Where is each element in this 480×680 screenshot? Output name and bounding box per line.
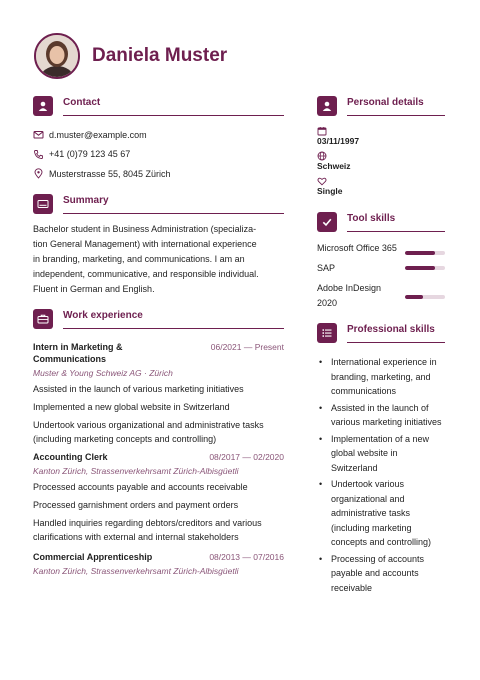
tool-level-bar <box>405 295 445 299</box>
phone-icon <box>33 149 44 160</box>
job-bullet: Processed garnishment orders and payment orders <box>33 499 239 510</box>
work-section-header <box>33 309 284 334</box>
nationality-value: Schweiz <box>317 161 351 171</box>
birthdate-item <box>317 126 445 147</box>
professional-skill-item: • International experience in branding, marketing, and communications <box>317 355 445 399</box>
tools-title: Tool skills <box>347 213 396 224</box>
professional-title: Professional skills <box>347 324 435 335</box>
tool-level-bar <box>405 251 445 255</box>
tool-level-fill <box>405 251 435 255</box>
id-card-icon <box>33 194 53 214</box>
contact-address <box>33 164 284 184</box>
tool-name: Adobe InDesign 2020 <box>317 283 382 308</box>
professional-section-header <box>317 323 445 348</box>
professional-skill-item: • Implementation of a new global website in Switzerland <box>317 432 445 476</box>
job-title: Accounting Clerk <box>33 451 108 462</box>
email-text: d.muster@example.com <box>49 129 147 140</box>
professional-skill-item: • Processing of accounts payable and accounts receivable <box>317 552 445 596</box>
job-entry <box>33 451 284 544</box>
job-entry <box>33 341 284 446</box>
tool-level-fill <box>405 295 423 299</box>
job-dates: 08/2017 — 02/2020 <box>209 451 284 462</box>
status-value: Single <box>317 186 343 196</box>
tools-list <box>317 241 445 311</box>
work-title: Work experience <box>63 309 143 321</box>
candidate-name: Daniela Muster <box>92 45 228 66</box>
tool-row <box>317 261 445 276</box>
list-icon <box>317 323 337 343</box>
nationality-item <box>317 151 445 172</box>
job-dates: 06/2021 — Present <box>210 341 284 352</box>
summary-title: Summary <box>63 194 109 206</box>
summary-line: tion General Management) with international experience <box>33 238 257 249</box>
job-bullet: Undertook various organizational and administrative tasks (including marketing concepts and controlling) <box>33 419 264 444</box>
calendar-icon <box>317 126 327 136</box>
map-pin-icon <box>33 168 44 179</box>
personal-title: Personal details <box>347 97 424 108</box>
summary-line: Bachelor student in Business Administration (specializa- <box>33 223 257 234</box>
summary-text <box>33 222 284 297</box>
job-bullet: Handled inquiries regarding debtors/creditors and various clarifications with external and internal stakeholders <box>33 517 262 542</box>
tool-row <box>317 241 445 256</box>
contact-section-header <box>33 96 284 121</box>
tool-name: SAP <box>317 263 336 273</box>
job-company: Kanton Zürich, Strassenverkehrsamt Zürich-Albisgüetli <box>33 565 239 576</box>
contact-phone[interactable] <box>33 145 284 165</box>
profile-photo-image <box>36 35 78 77</box>
contact-title: Contact <box>63 97 101 108</box>
job-bullet: Assisted in the launch of various marketing initiatives <box>33 383 244 394</box>
job-company: Muster & Young Schweiz AG · Zürich <box>33 367 173 378</box>
profile-photo <box>34 33 80 79</box>
globe-icon <box>317 151 327 161</box>
tool-level-fill <box>405 266 435 270</box>
heart-icon <box>317 176 327 186</box>
job-dates: 08/2013 — 07/2016 <box>209 551 284 562</box>
job-company: Kanton Zürich, Strassenverkehrsamt Zürich-Albisgüetli <box>33 465 239 476</box>
tools-section-header <box>317 212 445 237</box>
contact-list <box>33 125 284 184</box>
left-column <box>33 96 284 577</box>
summary-section-header <box>33 194 284 219</box>
professional-skill-item: • Assisted in the launch of various marketing initiatives <box>317 401 445 430</box>
address-text: Musterstrasse 55, 8045 Zürich <box>49 168 171 179</box>
check-icon <box>317 212 337 232</box>
job-title: Commercial Apprenticeship <box>33 551 153 562</box>
job-title: Intern in Marketing & Communications <box>33 341 123 364</box>
summary-line: in branding, marketing, and communications. I am an <box>33 253 245 264</box>
job-bullet: Processed accounts payable and accounts receivable <box>33 481 248 492</box>
summary-line: independent, communicative, and responsible individual. <box>33 268 259 279</box>
tool-name: Microsoft Office 365 <box>317 243 397 253</box>
job-entry <box>33 551 284 577</box>
resume-header <box>34 33 227 79</box>
personal-section-header <box>317 96 445 121</box>
tool-level-bar <box>405 266 445 270</box>
user-icon <box>317 96 337 116</box>
birthdate-value: 03/11/1997 <box>317 136 360 146</box>
tool-row <box>317 281 445 311</box>
contact-email[interactable] <box>33 125 284 145</box>
briefcase-icon <box>33 309 53 329</box>
professional-skill-item: • Undertook various organizational and administrative tasks (including marketing concepts and controlling) <box>317 477 445 550</box>
right-column <box>317 96 445 595</box>
phone-text: +41 (0)79 123 45 67 <box>49 149 131 160</box>
status-item <box>317 176 445 197</box>
envelope-icon <box>33 129 44 140</box>
personal-list <box>317 126 445 197</box>
job-bullet: Implemented a new global website in Switzerland <box>33 401 230 412</box>
user-icon <box>33 96 53 116</box>
summary-line: Fluent in German and English. <box>33 283 155 294</box>
professional-list <box>317 355 445 595</box>
